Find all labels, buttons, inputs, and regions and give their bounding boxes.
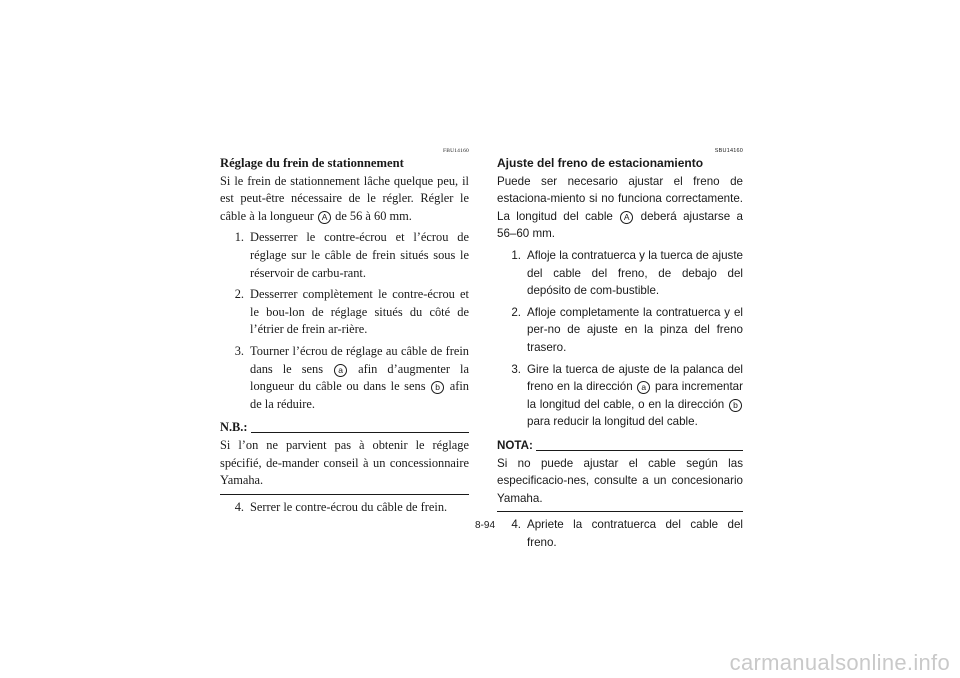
note-header bbox=[497, 437, 743, 455]
step-number: 2. bbox=[511, 305, 521, 319]
step-1 bbox=[220, 229, 469, 282]
step-3 bbox=[220, 343, 469, 413]
intro-text: Si le frein de stationnement lâche quelque peu, il est peut-être nécessaire de le régler. Régler le câble à la longueur bbox=[220, 173, 469, 223]
section-title: Ajuste del freno de estacionamiento bbox=[497, 156, 704, 170]
section-code: SBU14160 bbox=[714, 148, 743, 154]
step-number: 4. bbox=[234, 499, 244, 514]
step-text: Desserrer le contre-écrou et l’écrou de réglage sur le câble de frein situés sous le réservoir de carbu-rant. bbox=[250, 230, 469, 280]
note-rule bbox=[536, 449, 743, 451]
watermark[interactable]: carmanualsonline.info bbox=[729, 650, 950, 675]
step-2 bbox=[220, 286, 469, 339]
step-text: Tourner l’écrou de réglage au câble de frein dans le sens a afin d’augmenter la longueur du câble ou dans le sens b afin de la réduire. bbox=[250, 343, 469, 411]
step-4 bbox=[220, 499, 469, 517]
intro-text-end: deberá ajustarse a 56–60 mm. bbox=[497, 209, 743, 241]
step-number: 2. bbox=[234, 287, 244, 302]
marker-circled-A: A bbox=[620, 211, 633, 224]
step-3 bbox=[497, 361, 743, 431]
section-title: Réglage du frein de stationnement bbox=[220, 156, 404, 170]
step-text: Gire la tuerca de ajuste de la palanca del freno en la dirección a para incrementar la longitud del cable, o en la dirección b para reducir la longitud del cable. bbox=[527, 362, 743, 429]
step-number: 1. bbox=[234, 230, 244, 245]
step-1 bbox=[497, 247, 743, 300]
note-rule bbox=[251, 431, 469, 433]
marker-circled-b: b bbox=[431, 381, 444, 394]
intro-text: Puede ser necesario ajustar el freno de estaciona-miento si no funciona correctamente. La longitud del cable bbox=[497, 174, 743, 223]
step-text: Afloje completamente la contratuerca y el per-no de ajuste en la pinza del freno trasero. bbox=[527, 305, 743, 354]
step-number: 3. bbox=[511, 362, 521, 376]
intro-paragraph bbox=[220, 173, 469, 226]
note-label: NOTA: bbox=[497, 438, 533, 452]
step-2 bbox=[497, 304, 743, 357]
intro-text-end: de 56 à 60 mm. bbox=[335, 208, 412, 223]
marker-circled-b: b bbox=[729, 399, 742, 412]
marker-circled-a: a bbox=[637, 381, 650, 394]
step-number: 3. bbox=[234, 343, 244, 358]
note-header bbox=[220, 419, 469, 437]
marker-circled-A: A bbox=[318, 211, 331, 224]
step-4 bbox=[497, 516, 743, 551]
step-text: Serrer le contre-écrou du câble de frein. bbox=[250, 499, 448, 514]
step-text: Desserrer complètement le contre-écrou et le bou-lon de réglage situés du côté de l’étrier de frein ar-rière. bbox=[250, 287, 469, 337]
note-end-rule bbox=[497, 511, 743, 512]
note-text: Si l’on ne parvient pas à obtenir le réglage spécifié, de-mander conseil à un concessionnaire Yamaha. bbox=[220, 437, 469, 488]
step-text: Apriete la contratuerca del cable del freno. bbox=[527, 518, 743, 549]
step-number: 4. bbox=[511, 518, 521, 532]
page-number: 8-94 bbox=[474, 520, 495, 531]
note-end-rule bbox=[220, 494, 469, 495]
spanish-column bbox=[497, 147, 743, 551]
step-text: Afloje la contratuerca y la tuerca de ajuste del cable del freno, de debajo del depósito de com-bustible. bbox=[527, 248, 743, 298]
note-label: N.B.: bbox=[220, 420, 248, 435]
marker-circled-a: a bbox=[334, 364, 347, 377]
note-text: Si no puede ajustar el cable según las especificacio-nes, consulte a un concesionario Yamaha. bbox=[497, 456, 743, 505]
section-code: FBU14160 bbox=[442, 148, 469, 154]
step-number: 1. bbox=[511, 248, 521, 262]
french-column bbox=[220, 147, 469, 516]
intro-paragraph bbox=[497, 173, 743, 243]
